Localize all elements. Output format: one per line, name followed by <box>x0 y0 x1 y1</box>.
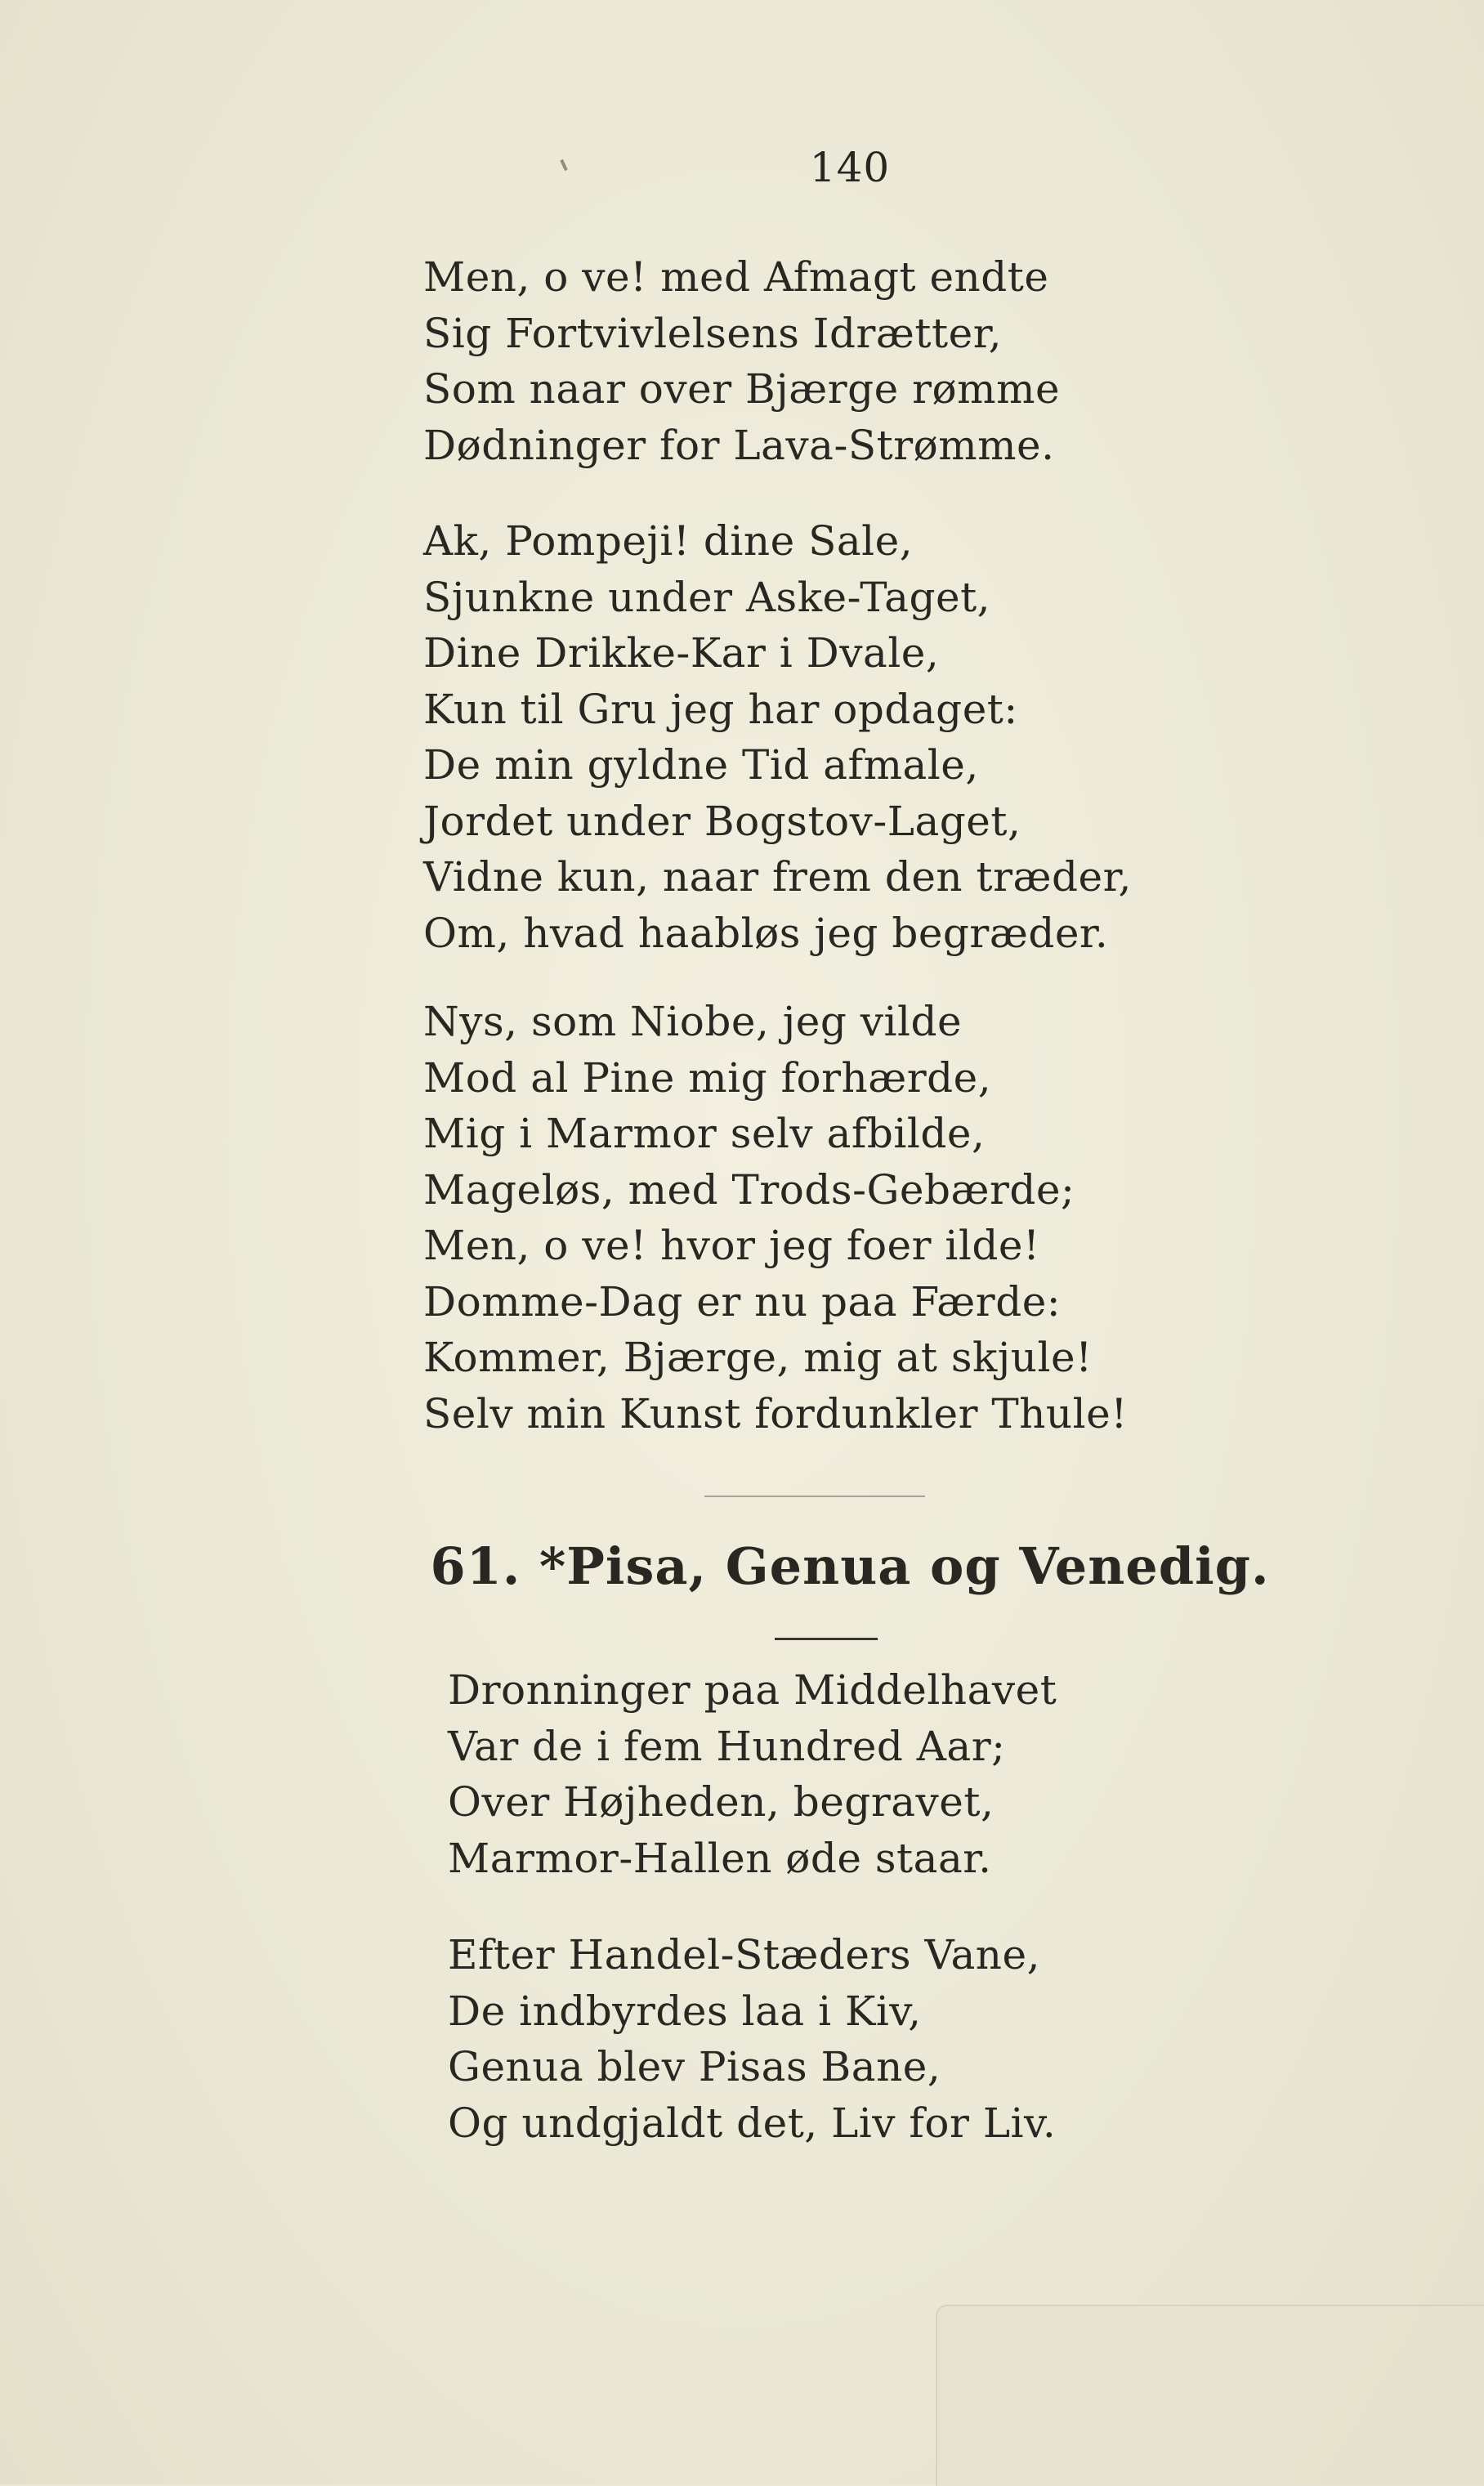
verse-line: Mageløs, med Trods-Gebærde; <box>423 1165 1075 1214</box>
verse-line: Kommer, Bjærge, mig at skjule! <box>423 1334 1093 1381</box>
verse-line: Efter Handel-Stæders Vane, <box>448 1931 1040 1979</box>
verse-line: Ak, Pompeji! dine Sale, <box>423 517 914 565</box>
verse-line: De indbyrdes laa i Kiv, <box>448 1987 922 2035</box>
verse-line: Men, o ve! med Afmagt endte <box>423 253 1049 301</box>
verse-line: De min gyldne Tid afmale, <box>423 741 979 789</box>
verse-line: Dronninger paa Middelhavet <box>448 1666 1057 1714</box>
verse-line: Jordet under Bogstov-Laget, <box>423 797 1021 845</box>
verse-line: Sjunkne under Aske-Taget, <box>423 573 991 621</box>
page-corner-shadow <box>936 2305 1484 2486</box>
stanza-1 <box>423 249 1060 473</box>
section-divider <box>704 1496 925 1497</box>
stanza-3 <box>423 994 1128 1442</box>
stanza-5 <box>448 1927 1056 2151</box>
verse-line: Dødninger for Lava-Strømme. <box>423 421 1055 469</box>
stanza-4 <box>448 1662 1057 1886</box>
verse-line: Og undgjaldt det, Liv for Liv. <box>448 2099 1057 2147</box>
verse-line: Men, o ve! hvor jeg foer ilde! <box>423 1222 1040 1269</box>
verse-line: Selv min Kunst fordunkler Thule! <box>423 1389 1128 1437</box>
verse-line: Domme-Dag er nu paa Færde: <box>423 1277 1062 1326</box>
title-rule <box>775 1638 878 1640</box>
verse-line: Om, hvad haabløs jeg begræder. <box>423 909 1109 957</box>
verse-line: Var de i fem Hundred Aar; <box>448 1722 1006 1770</box>
stanza-2 <box>423 513 1132 961</box>
verse-line: Mod al Pine mig forhærde, <box>423 1053 992 1102</box>
verse-line: Mig i Marmor selv afbilde, <box>423 1110 986 1157</box>
verse-line: Som naar over Bjærge rømme <box>423 365 1061 413</box>
verse-line: Dine Drikke-Kar i Dvale, <box>423 629 940 677</box>
verse-line: Kun til Gru jeg har opdaget: <box>423 685 1018 733</box>
section-title: 61. *Pisa, Genua og Venedig. <box>430 1536 1270 1596</box>
verse-line: Genua blev Pisas Bane, <box>448 2043 941 2090</box>
verse-line: Over Højheden, begravet, <box>448 1778 995 1826</box>
verse-line: Sig Fortvivlelsens Idrætter, <box>423 309 1002 357</box>
verse-line: Vidne kun, naar frem den træder, <box>423 853 1132 901</box>
verse-line: Marmor-Hallen øde staar. <box>448 1834 992 1882</box>
verse-line: Nys, som Niobe, jeg vilde <box>423 998 963 1045</box>
page-number: 140 <box>809 144 891 191</box>
